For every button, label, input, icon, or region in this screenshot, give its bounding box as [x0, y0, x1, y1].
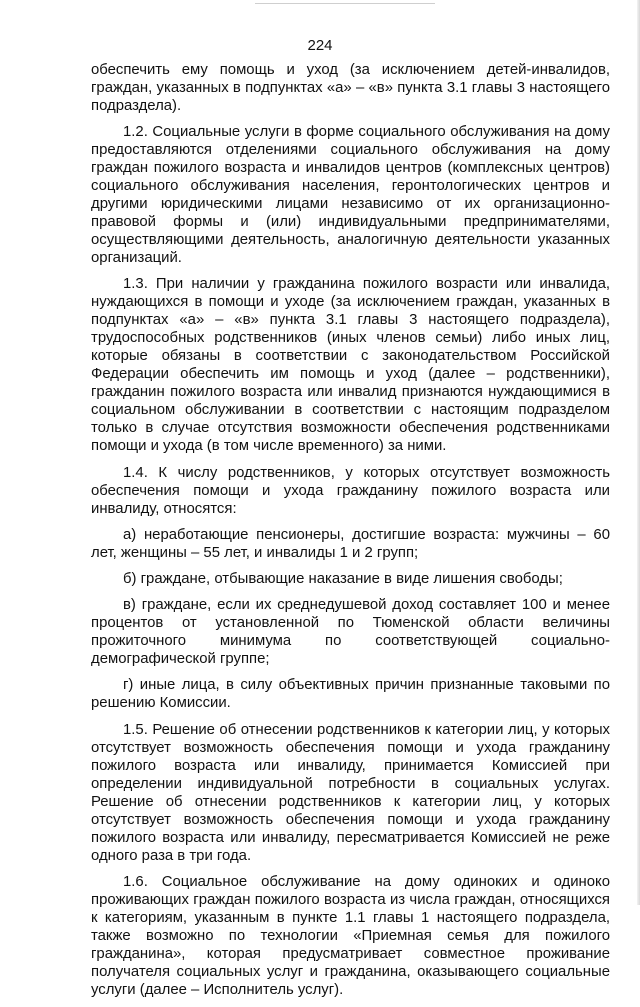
- page-number: 224: [307, 37, 333, 54]
- paragraph-1-2: 1.2. Социальные услуги в форме социального обслуживания на дому предоставляются отделениями социального обслуживания на дому граждан пожилого возраста и инвалидов центров (комплексных центров) социального обслуживания населения, геронтологических центров и другими юридическими лицами независимо от их организационно-правовой формы и (или) индивидуальными предпринимателями, осуществляющими деятельность, аналогичную деятельности указанных организаций.: [91, 124, 610, 267]
- paragraph-1-4-b: б) граждане, отбывающие наказание в виде лишения свободы;: [123, 570, 563, 587]
- paragraph-1-4-v: в) граждане, если их среднедушевой доход составляет 100 и менее процентов от установленной по Тюменской области величины прожиточного минимума по соответствующей социально-демографической группе;: [91, 597, 610, 668]
- paragraph-1-4-a: а) неработающие пенсионеры, достигшие возраста: мужчины – 60 лет, женщины – 55 лет, и инвалиды 1 и 2 групп;: [91, 526, 610, 561]
- paragraph-1-4-g: г) иные лица, в силу объективных причин признанные таковыми по решению Комиссии.: [91, 677, 610, 712]
- paragraph-1-5: 1.5. Решение об отнесении родственников к категории лиц, у которых отсутствует возможность обеспечения помощи и ухода гражданину пожилого возраста или инвалиду, принимается Комиссией при определении индивидуальной потребности в социальных услугах. Решение об отнесении родственников к категории лиц, у которых отсутствует возможность обеспечения помощи и ухода гражданину пожилого возраста или инвалиду, пересматривается Комиссией не реже одного раза в три года.: [91, 721, 610, 864]
- scan-top-line: [255, 3, 435, 4]
- paragraph-1-6: 1.6. Социальное обслуживание на дому одиноких и одиноко проживающих граждан пожилого возраста из числа граждан, относящихся к категориям, указанным в пункте 1.1 главы 1 настоящего подраздела, также возможно по технологии «Приемная семья для пожилого гражданина», которая предусматривает совместное проживание получателя социальных услуг и гражданина, оказывающего социальные услуги (далее – Исполнитель услуг).: [91, 873, 610, 998]
- paragraph-continuation: обеспечить ему помощь и уход (за исключением детей-инвалидов, граждан, указанных в подпунктах «а» – «в» пункта 3.1 главы 3 настоящего подраздела).: [91, 62, 610, 114]
- paragraph-1-3: 1.3. При наличии у гражданина пожилого возрасти или инвалида, нуждающихся в помощи и уходе (за исключением граждан, указанных в подпунктах «а» – «в» пункта 3.1 главы 3 настоящего подраздела), трудоспособных родственников (иных членов семьи) либо иных лиц, которые обязаны в соответствии с законодательством Российской Федерации обеспечить им помощь и уход (далее – родственники), гражданин пожилого возраста или инвалид признаются нуждающимися в социальном обслуживании в соответствии с настоящим подразделом только в случае отсутствия возможности обеспечения родственниками помощи и ухода (в том числе временного) за ними.: [91, 276, 610, 455]
- document-body: [91, 61, 610, 1007]
- paragraph-1-4: 1.4. К числу родственников, у которых отсутствует возможность обеспечения помощи и ухода гражданину пожилого возраста или инвалиду, относятся:: [91, 464, 610, 517]
